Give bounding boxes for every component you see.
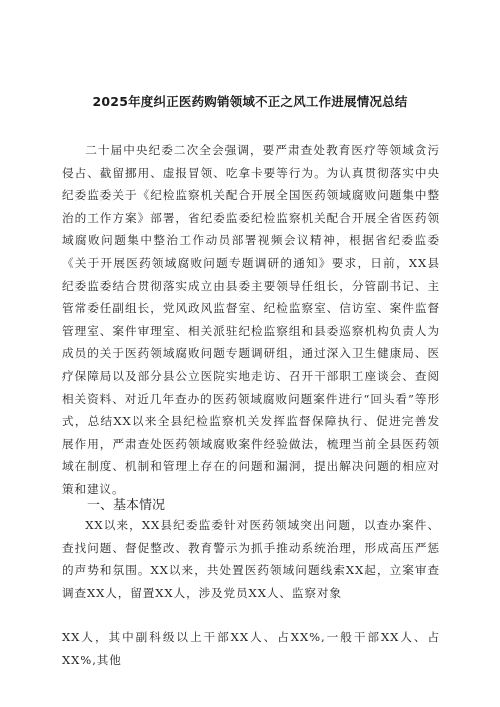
basic-situation-paragraph: XX以来，XX县纪委监委针对医药领域突出问题，以查办案件、查找问题、督促整改、教育警示为抓手推动系统治理，形成高压严惩的声势和氛围。XX以来，共处置医药领域问题线索XX起，立案审查调查XX人，留置XX人，涉及党员XX人、监察对象 (62, 518, 440, 600)
document-title: 2025年度纠正医药购销领域不正之风工作进展情况总结 (92, 94, 408, 109)
intro-paragraph: 二十届中央纪委二次全会强调，要严肃查处教育医疗等领域贪污侵占、截留挪用、虚报冒领、吃拿卡要等行为。为认真贯彻落实中央纪委监委关于《纪检监察机关配合开展全国医药领域腐败问题集中整治的工作方案》部署，省纪委监委纪检监察机关配合开展全省医药领域腐败问题集中整治工作动员部署视频会议精神，根据省纪委监委《关于开展医药领域腐败问题专题调研的通知》要求，日前，XX县纪委监委结合贯彻落实成立由县委主要领导任组长，分管副书记、主管常委任副组长，党风政风监督室、纪检监察室、信访室、案件监督管理室、案件审理室、相关派驻纪检监察组和县委巡察机构负责人为成员的关于医药领域腐败问题专题调研组，通过深入卫生健康局、医疗保障局以及部分县公立医院实地走访、召开干部职工座谈会、查阅相关资料、对近几年查办的医药领域腐败问题案件进行“回头看”等形式，总结XX以来全县纪检监察机关发挥监督保障执行、促进完善发展作用，严肃查处医药领域腐败案件经验做法，梳理当前全县医药领域在制度、机制和管理上存在的问题和漏洞，提出解决问题的相应对策和建议。 (62, 143, 440, 496)
section-heading-basic-situation: 一、基本情况 (87, 498, 166, 513)
basic-situation-continued-paragraph: XX人，其中副科级以上干部XX人、占XX%,一般干部XX人、占XX%,其他 (62, 630, 440, 667)
